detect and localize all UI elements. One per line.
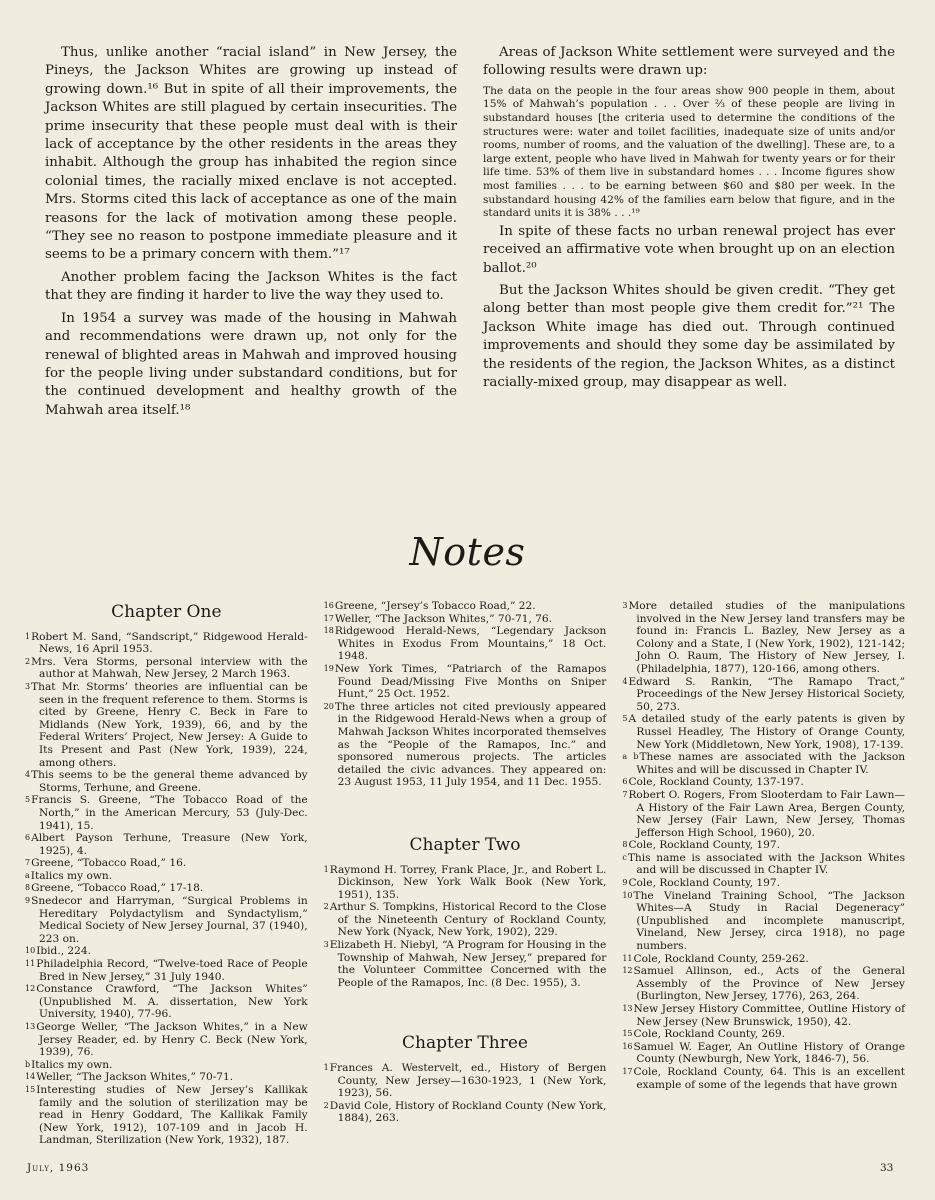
footnote-number: 19	[323, 663, 334, 673]
footnote-number: 17	[622, 1066, 633, 1076]
footnote	[622, 1066, 905, 1091]
footnote-text: Samuel W. Eager, An Outline History of Orange County (Newburgh, New York, 1846-7), 56.	[633, 1040, 906, 1066]
footnote-text: Cole, Rockland County, 259-262.	[633, 952, 809, 965]
footnote-text: Robert O. Rogers, From Slooterdam to Fair Lawn—A History of the Fair Lawn Area, Bergen County, New Jersey (Fair Lawn, New Jersey, Thomas Jefferson High School, 1960), 20.	[628, 788, 906, 839]
footnote-number: 2	[323, 902, 329, 912]
footnote-text: Arthur S. Tompkins, Historical Record to the Close of the Nineteenth Century of Rockland County, New York (Nyack, New York, 1902), 229.	[329, 901, 607, 939]
footnote-text: Weller, “The Jackson Whites,” 70-71, 76.	[334, 612, 553, 625]
footnote	[25, 857, 308, 870]
footnote-number: 11	[25, 959, 36, 969]
footnote	[622, 953, 905, 966]
footnote	[324, 701, 607, 789]
footnote-text: That Mr. Storms’ theories are influential can be seen in the frequent reference to them. Storms is cited by Greene, Henry C. Beck in Fare to Midlands (New York, 1939), 66, and by the Federal Writers’ Project, New Jersey: A Guide to Its Present and Past (New York, 1939), 224, among others.	[31, 680, 308, 769]
footnote	[324, 663, 607, 701]
notes-section	[25, 600, 905, 1150]
footnote-text: Francis S. Greene, “The Tobacco Road of the North,” in the American Mercury, 53 (July-Dec. 1941), 15.	[31, 794, 308, 832]
footnote-number: 10	[622, 890, 633, 900]
footnote-text: Italics my own.	[30, 869, 113, 882]
footnote	[622, 890, 905, 953]
notes-column-2	[324, 600, 607, 1150]
footnote-text: Interesting studies of New Jersey’s Kallikak family and the solution of sterilization may be read in Henry Goddard, The Kallikak Family (New York, 1912), 107-109 and in Jacob H. Landman, Sterilization (New York, 1932), 187.	[36, 1083, 308, 1147]
footnote-text: Cole, Rockland County, 197.	[628, 839, 780, 852]
footnote-text: A detailed study of the early patents is given by Russel Headley, The History of Orange County, New York (Middletown, New York, 1908), 17-139.	[628, 713, 906, 751]
footnote-text: Elizabeth H. Niebyl, “A Program for Housing in the Township of Mahwah, New Jersey,” prepared for the Volunteer Committee Concerned with the People of the Ramapos, Inc. (8 Dec. 1955), 3.	[329, 939, 607, 989]
body-paragraph: Thus, unlike another “racial island” in New Jersey, the Pineys, the Jackson Whites are growing up instead of growing down.¹⁶ But in spite of all their improvements, the Jackson Whites are still plagued by certain insecurities. The prime insecurity that these people must deal with is their lack of acceptance by the other residents in the areas they inhabit. Although the group has inhabited the region since colonial times, the racially mixed enclave is not accepted. Mrs. Storms cited this lack of acceptance as one of the main reasons for the lack of motivation among these people. “They see no reason to postpone immediate pleasure and it seems to be a primary concern with them.”¹⁷	[45, 45, 457, 263]
footnote	[622, 839, 905, 852]
footnote-number: 16	[622, 1041, 633, 1051]
footnote	[622, 1003, 905, 1028]
chapter-three-notes-continued	[622, 600, 905, 1091]
footnote	[25, 656, 308, 681]
footnote-text: This seems to be the general theme advanced by Storms, Terhune, and Greene.	[31, 769, 308, 794]
article-conclusion	[483, 223, 895, 393]
footnote-number: 9	[25, 896, 31, 906]
footnote	[622, 776, 905, 789]
footnote-text: The Vineland Training School, “The Jackson Whites—A Study in Racial Degeneracy” (Unpublished and incomplete manuscript, Vineland, New Jersey, circa 1918), no page numbers.	[633, 889, 906, 953]
chapter-one-notes-continued	[324, 600, 607, 789]
footnote	[25, 882, 308, 895]
body-paragraph: But the Jackson Whites should be given credit. “They get along better than most people give them credit for.”²¹ The Jackson White image has died out. Through continued improvements and should they some day be assimilated by the residents of the region, the Jackson Whites, as a distinct racially-mixed group, may disappear as well.	[483, 282, 895, 390]
footnote	[324, 939, 607, 989]
footnote	[324, 864, 607, 902]
footnote-number: 8	[622, 840, 628, 850]
footnote-text: Cole, Rockland County, 137-197.	[628, 776, 804, 789]
notes-column-3	[622, 600, 905, 1150]
footnote-text: Greene, “Jersey’s Tobacco Road,” 22.	[334, 600, 536, 612]
footnote-number: 13	[622, 1004, 633, 1013]
notes-column-1	[25, 600, 308, 1150]
article-body	[45, 44, 895, 424]
footnote-number: 8	[25, 883, 31, 893]
footnote-text: The three articles not cited previously appeared in the Ridgewood Herald-News when a group of Mahwah Jackson Whites incorporated themselves as the “People of the Ramapos, Inc.” and sponsored numerous projects. The articles detailed the civic advances. They appeared on: 23 August 1953, 11 July 1954, and 11 Dec. 1955.	[334, 700, 607, 789]
footnote-number: 1	[323, 864, 329, 874]
footnote-text: Philadelphia Record, “Twelve-toed Race of People Bred in New Jersey,” 31 July 1940.	[36, 958, 308, 983]
footnote	[25, 832, 308, 857]
footnote	[622, 600, 905, 676]
chapter-three-notes	[324, 1062, 607, 1125]
footnote-number: 2	[323, 1100, 329, 1110]
footnote	[25, 1059, 308, 1072]
footnote-text: Samuel Allinson, ed., Acts of the General Assembly of the Province of New Jersey (Burlington, New Jersey, 1776), 263, 264.	[633, 965, 906, 1003]
footnote	[25, 945, 308, 958]
footnote-text: New York Times, “Patriarch of the Ramapos Found Dead/Missing Five Months on Sniper Hunt,” 25 Oct. 1952.	[334, 662, 607, 701]
footnote	[25, 1021, 308, 1059]
footnote-number: 7	[622, 789, 628, 799]
footnote-text: Raymond H. Torrey, Frank Place, Jr., and Robert L. Dickinson, New York Walk Book (New York, 1951), 135.	[329, 863, 607, 901]
footnote-text: Cole, Rockland County, 269.	[633, 1028, 786, 1041]
footnote-number: 6	[622, 777, 628, 787]
footnote-text: Greene, “Tobacco Road,” 16.	[31, 857, 187, 870]
footnote-number: 13	[25, 1022, 36, 1031]
footnote-text: Ridgewood Herald-News, “Legendary Jackson Whites in Exodus From Mountains,” 18 Oct. 1948.	[334, 625, 607, 663]
footnote	[324, 1100, 607, 1125]
survey-quote-text: The data on the people in the four areas show 900 people in them, about 15% of Mahwah’s population . . . Over ⅔ of these people are living in substandard houses [the criteria used to determine the conditions of the structures were: water and toilet facilities, inadequate size of units and/or rooms, number of rooms, and the valuation of the dwelling]. These are, to a large extent, people who have lived in Mahwah for twenty years or for their life time. 53% of them live in substandard homes . . . Income figures show most families . . . to be earning between $60 and $80 per week. In the substandard housing 42% of the families earn below that figure, and in the standard units it is 38% . . .¹⁹	[483, 84, 895, 220]
chapter-two-heading: Chapter Two	[409, 834, 521, 855]
footnote-text: Snedecor and Harryman, “Surgical Problems in Hereditary Polydactylism and Syndactylism,” Medical Society of New Jersey Journal, 37 (1940), 223 on.	[31, 895, 308, 945]
footnote-number: 2	[25, 656, 31, 666]
footnote	[324, 625, 607, 663]
footnote	[622, 1041, 905, 1066]
footnote-text: Frances A. Westervelt, ed., History of Bergen County, New Jersey—1630-1923, 1 (New York, 1923), 56.	[329, 1062, 607, 1100]
chapter-one-heading: Chapter One	[111, 602, 222, 622]
survey-intro: Areas of Jackson White settlement were surveyed and the following results were drawn up:	[483, 45, 895, 79]
footnote-text: Ibid., 224.	[36, 945, 92, 958]
footnote-text: More detailed studies of the manipulations involved in the New Jersey land transfers may be found in: Francis L. Bazley, New Jersey as a Colony and a State, I (New York, 1902), 121-142; John O. Raum, The History of New Jersey, I. (Philadelphia, 1877), 120-166, among others.	[628, 600, 906, 675]
footnote-text: David Cole, History of Rockland County (New York, 1884), 263.	[329, 1099, 607, 1125]
footnote-text: Cole, Rockland County, 197.	[628, 877, 780, 890]
footnote	[25, 681, 308, 769]
page-number: 33	[880, 1162, 894, 1174]
footnote	[622, 852, 905, 877]
chapter-one-notes	[25, 631, 308, 1147]
footnote	[324, 613, 607, 626]
footnote-number: 1	[25, 631, 31, 641]
footnote-number: c	[622, 852, 627, 862]
footnote	[622, 877, 905, 890]
footnote-text: New Jersey History Committee, Outline History of New Jersey (New Brunswick, 1950), 42.	[633, 1003, 906, 1028]
footnote-number: 1	[323, 1063, 329, 1073]
footnote	[324, 600, 607, 613]
footnote-number: 10	[25, 946, 36, 956]
footnote-number: 3	[622, 601, 628, 610]
footnote-number: 6	[25, 833, 31, 843]
chapter-three-heading: Chapter Three	[402, 1033, 528, 1054]
footnote	[25, 769, 308, 794]
footnote-number: 15	[25, 1084, 36, 1094]
footnote-number: 18	[323, 626, 334, 636]
footnote	[25, 958, 308, 983]
footnote-number: 12	[25, 984, 36, 994]
footnote-text: Edward S. Rankin, “The Ramapo Tract,” Proceedings of the New Jersey Historical Society, 50, 273.	[628, 675, 906, 713]
survey-block-quote	[483, 85, 895, 221]
footnote-number: 4	[25, 770, 31, 780]
footnote	[622, 751, 905, 776]
chapter-two-notes	[324, 864, 607, 990]
footnote-text: Italics my own.	[31, 1058, 113, 1071]
footnote-text: Mrs. Vera Storms, personal interview with the author at Mahwah, New Jersey, 2 March 1963.	[31, 655, 308, 681]
footnote-text: Cole, Rockland County, 64. This is an excellent example of some of the legends that have grown	[633, 1065, 906, 1091]
notes-title: Notes	[409, 530, 526, 574]
footnote	[25, 794, 308, 832]
footnote-text: George Weller, “The Jackson Whites,” in a New Jersey Reader, ed. by Henry C. Beck (New York, 1939), 76.	[36, 1021, 308, 1059]
footnote-number: 7	[25, 858, 31, 868]
footnote	[324, 901, 607, 939]
footnote-text: Greene, “Tobacco Road,” 17-18.	[31, 882, 204, 895]
footnote-number: 11	[622, 953, 633, 963]
footnote-number: 5	[25, 795, 31, 805]
footnote-number: a	[25, 870, 30, 880]
footnote-number: 16	[323, 601, 334, 610]
footnote	[622, 713, 905, 751]
footnote-text: This name is associated with the Jackson Whites and will be discussed in Chapter IV.	[627, 851, 906, 877]
footnote	[25, 1084, 308, 1147]
footnote	[622, 965, 905, 1003]
article-column-right	[483, 44, 895, 424]
footnote-number: 14	[25, 1072, 36, 1082]
footer-date: July, 1963	[27, 1162, 90, 1174]
footnote-number: 20	[323, 701, 334, 711]
footnote-number: 5	[622, 714, 628, 724]
footnote	[622, 789, 905, 839]
footnote-text: Weller, “The Jackson Whites,” 70-71.	[36, 1071, 234, 1084]
body-paragraph: In spite of these facts no urban renewal project has ever received an affirmative vote when brought up on an election ballot.²⁰	[483, 223, 895, 276]
article-column-left	[45, 44, 457, 424]
footnote-number: 9	[622, 878, 628, 888]
footnote	[622, 676, 905, 714]
footnote-number: 4	[622, 676, 628, 686]
footnote-number: a b	[622, 752, 639, 762]
footnote-number: 15	[622, 1029, 633, 1039]
footnote-number: 3	[323, 940, 329, 950]
footnote	[25, 983, 308, 1021]
footnote	[622, 1028, 905, 1041]
footnote-text: Constance Crawford, “The Jackson Whites” (Unpublished M. A. dissertation, New York University, 1940), 77-96.	[36, 983, 308, 1021]
footnote-text: Robert M. Sand, “Sandscript,” Ridgewood Herald-News, 16 April 1953.	[31, 630, 308, 656]
footnote-text: These names are associated with the Jackson Whites and will be discussed in Chapter IV.	[636, 751, 906, 776]
footnote-number: 3	[25, 681, 31, 691]
footnote	[25, 1071, 308, 1084]
body-paragraph: In 1954 a survey was made of the housing in Mahwah and recommendations were drawn up, not only for the renewal of blighted areas in Mahwah and improved housing for the people living under substandard conditions, but for the continued development and healthy growth of the Mahwah area itself.¹⁸	[45, 310, 457, 418]
footnote-number: 12	[622, 966, 633, 976]
footnote	[324, 1062, 607, 1100]
footnote-number: b	[25, 1059, 31, 1069]
footnote-text: Albert Payson Terhune, Treasure (New York, 1925), 4.	[31, 832, 308, 857]
footnote	[25, 870, 308, 883]
footnote-number: 17	[323, 613, 334, 623]
body-paragraph: Another problem facing the Jackson Whites is the fact that they are finding it harder to live the way they used to.	[45, 269, 457, 304]
footnote	[25, 631, 308, 656]
footnote	[25, 895, 308, 945]
